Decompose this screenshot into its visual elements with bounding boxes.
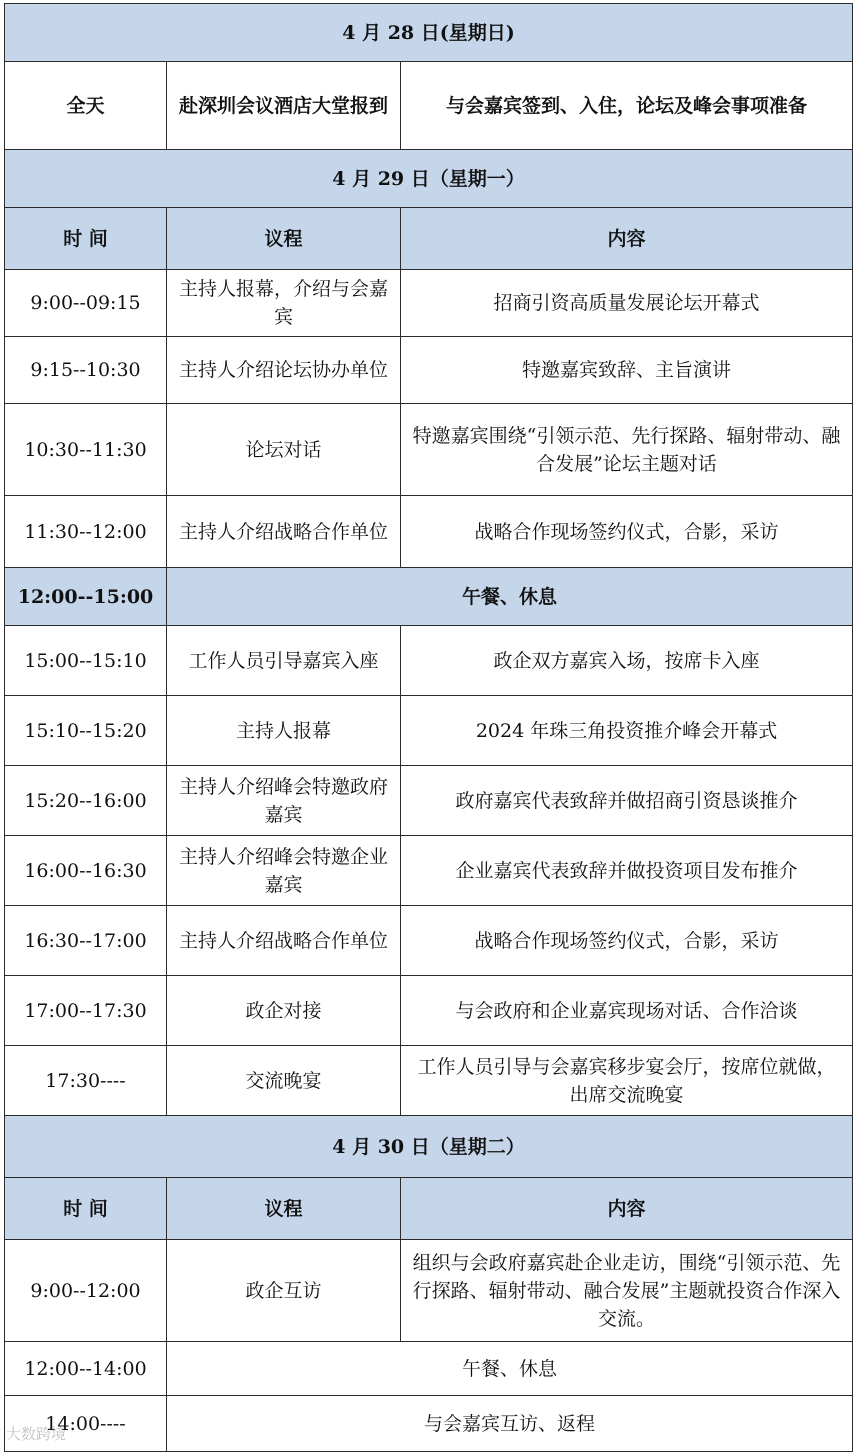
column-header-row (5, 208, 853, 270)
time-cell: 16:30--17:00 (5, 906, 167, 976)
table-row (5, 626, 853, 696)
break-time-cell: 12:00--15:00 (5, 568, 167, 626)
time-cell: 11:30--12:00 (5, 496, 167, 568)
time-cell: 10:30--11:30 (5, 404, 167, 496)
table-row (5, 270, 853, 337)
time-cell: 全天 (5, 62, 167, 150)
table-row (5, 976, 853, 1046)
time-cell: 9:15--10:30 (5, 337, 167, 404)
time-cell: 17:00--17:30 (5, 976, 167, 1046)
time-cell: 14:00---- (5, 1396, 167, 1452)
content-cell: 政企双方嘉宾入场，按席卡入座 (401, 626, 853, 696)
agenda-cell: 主持人介绍论坛协办单位 (167, 337, 401, 404)
table-row (5, 404, 853, 496)
table-row (5, 496, 853, 568)
agenda-cell: 主持人介绍战略合作单位 (167, 906, 401, 976)
table-row (5, 1046, 853, 1116)
agenda-cell: 主持人介绍峰会特邀政府嘉宾 (167, 766, 401, 836)
content-cell: 战略合作现场签约仪式，合影，采访 (401, 906, 853, 976)
day-header-row (5, 1116, 853, 1178)
merged-content-cell: 与会嘉宾互访、返程 (167, 1396, 853, 1452)
content-cell: 战略合作现场签约仪式，合影，采访 (401, 496, 853, 568)
merged-content-cell: 午餐、休息 (167, 1342, 853, 1396)
content-cell: 与会嘉宾签到、入住，论坛及峰会事项准备 (401, 62, 853, 150)
agenda-cell: 政企互访 (167, 1240, 401, 1342)
agenda-cell: 主持人报幕 (167, 696, 401, 766)
break-row (5, 568, 853, 626)
time-cell: 9:00--12:00 (5, 1240, 167, 1342)
table-row (5, 906, 853, 976)
agenda-cell: 论坛对话 (167, 404, 401, 496)
agenda-cell: 主持人介绍战略合作单位 (167, 496, 401, 568)
column-header-time: 时 间 (5, 1178, 167, 1240)
content-cell: 招商引资高质量发展论坛开幕式 (401, 270, 853, 337)
time-cell: 16:00--16:30 (5, 836, 167, 906)
content-cell: 政府嘉宾代表致辞并做招商引资恳谈推介 (401, 766, 853, 836)
day-header-row (5, 4, 853, 62)
day-date-heading: 4 月 29 日（星期一） (5, 150, 853, 208)
time-cell: 15:00--15:10 (5, 626, 167, 696)
time-cell: 15:10--15:20 (5, 696, 167, 766)
day-date-heading: 4 月 28 日(星期日) (5, 4, 853, 62)
column-header-agenda: 议程 (167, 1178, 401, 1240)
time-cell: 12:00--14:00 (5, 1342, 167, 1396)
table-row (5, 62, 853, 150)
content-cell: 特邀嘉宾围绕“引领示范、先行探路、辐射带动、融合发展”论坛主题对话 (401, 404, 853, 496)
table-row (5, 836, 853, 906)
agenda-cell: 主持人报幕，介绍与会嘉宾 (167, 270, 401, 337)
agenda-cell: 赴深圳会议酒店大堂报到 (167, 62, 401, 150)
agenda-cell: 交流晚宴 (167, 1046, 401, 1116)
agenda-cell: 工作人员引导嘉宾入座 (167, 626, 401, 696)
column-header-row (5, 1178, 853, 1240)
day-date-heading: 4 月 30 日（星期二） (5, 1116, 853, 1178)
content-cell: 组织与会政府嘉宾赴企业走访，围绕“引领示范、先行探路、辐射带动、融合发展”主题就投资合作深入交流。 (401, 1240, 853, 1342)
content-cell: 特邀嘉宾致辞、主旨演讲 (401, 337, 853, 404)
table-row (5, 696, 853, 766)
column-header-content: 内容 (401, 1178, 853, 1240)
content-cell: 与会政府和企业嘉宾现场对话、合作洽谈 (401, 976, 853, 1046)
time-cell: 9:00--09:15 (5, 270, 167, 337)
watermark-logo: 大数跨境 (6, 1425, 67, 1443)
agenda-cell: 政企对接 (167, 976, 401, 1046)
column-header-content: 内容 (401, 208, 853, 270)
agenda-table (4, 3, 853, 1452)
column-header-time: 时 间 (5, 208, 167, 270)
table-row (5, 1342, 853, 1396)
column-header-agenda: 议程 (167, 208, 401, 270)
time-cell: 17:30---- (5, 1046, 167, 1116)
time-cell: 15:20--16:00 (5, 766, 167, 836)
content-cell: 工作人员引导与会嘉宾移步宴会厅，按席位就做，出席交流晚宴 (401, 1046, 853, 1116)
agenda-cell: 主持人介绍峰会特邀企业嘉宾 (167, 836, 401, 906)
content-cell: 2024 年珠三角投资推介峰会开幕式 (401, 696, 853, 766)
table-row (5, 766, 853, 836)
table-row (5, 1396, 853, 1452)
content-cell: 企业嘉宾代表致辞并做投资项目发布推介 (401, 836, 853, 906)
day-header-row (5, 150, 853, 208)
table-row (5, 337, 853, 404)
break-label-cell: 午餐、休息 (167, 568, 853, 626)
table-row (5, 1240, 853, 1342)
